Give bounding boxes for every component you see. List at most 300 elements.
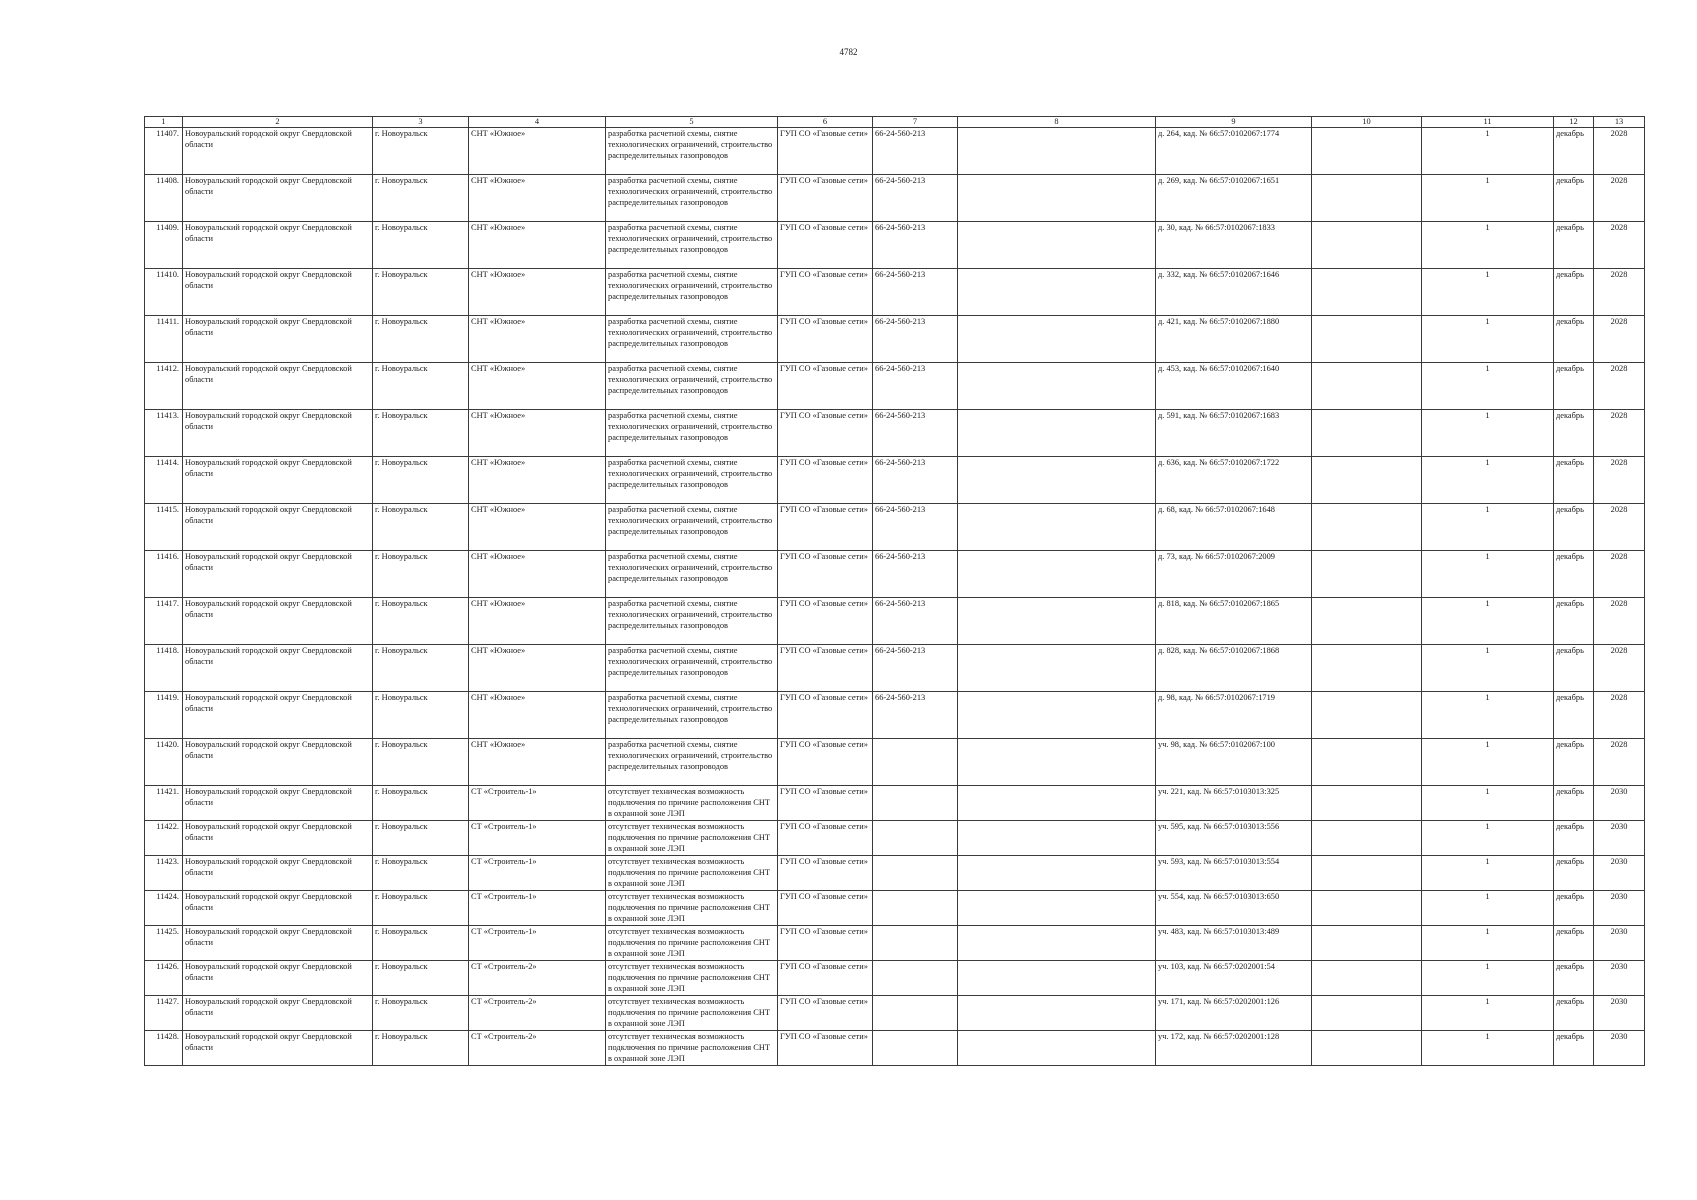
- row-number-cell: 11425.: [145, 926, 183, 961]
- municipality-cell: Новоуральский городской округ Свердловской области: [183, 1031, 373, 1066]
- table-row: [145, 269, 1645, 316]
- object-cell: СНТ «Южное»: [469, 316, 606, 363]
- table-row: [145, 821, 1645, 856]
- address-cell: уч. 595, кад. № 66:57:0103013:556: [1156, 821, 1312, 856]
- month-cell: декабрь: [1554, 961, 1594, 996]
- column-header: 11: [1422, 117, 1554, 128]
- code-cell: 66-24-560-213: [873, 175, 958, 222]
- empty-cell: [1312, 891, 1422, 926]
- address-cell: д. 818, кад. № 66:57:0102067:1865: [1156, 598, 1312, 645]
- measures-cell: отсутствует техническая возможность подключения по причине расположения СНТ в охранной зоне ЛЭП: [606, 926, 778, 961]
- month-cell: декабрь: [1554, 786, 1594, 821]
- empty-cell: [958, 961, 1156, 996]
- code-cell: [873, 996, 958, 1031]
- row-number-cell: 11410.: [145, 269, 183, 316]
- measures-cell: отсутствует техническая возможность подключения по причине расположения СНТ в охранной зоне ЛЭП: [606, 786, 778, 821]
- code-cell: 66-24-560-213: [873, 410, 958, 457]
- table-row: [145, 410, 1645, 457]
- empty-cell: [958, 269, 1156, 316]
- municipality-cell: Новоуральский городской округ Свердловской области: [183, 598, 373, 645]
- organization-cell: ГУП СО «Газовые сети»: [778, 786, 873, 821]
- code-cell: 66-24-560-213: [873, 269, 958, 316]
- organization-cell: ГУП СО «Газовые сети»: [778, 316, 873, 363]
- municipality-cell: Новоуральский городской округ Свердловской области: [183, 363, 373, 410]
- month-cell: декабрь: [1554, 926, 1594, 961]
- month-cell: декабрь: [1554, 856, 1594, 891]
- municipality-cell: Новоуральский городской округ Свердловской области: [183, 996, 373, 1031]
- column-header: 6: [778, 117, 873, 128]
- table-row: [145, 598, 1645, 645]
- month-cell: декабрь: [1554, 457, 1594, 504]
- row-number-cell: 11420.: [145, 739, 183, 786]
- table-row: [145, 222, 1645, 269]
- column-header: 10: [1312, 117, 1422, 128]
- year-cell: 2028: [1594, 269, 1645, 316]
- empty-cell: [958, 821, 1156, 856]
- table-row: [145, 891, 1645, 926]
- municipality-cell: Новоуральский городской округ Свердловской области: [183, 926, 373, 961]
- municipality-cell: Новоуральский городской округ Свердловской области: [183, 739, 373, 786]
- empty-cell: [1312, 410, 1422, 457]
- locality-cell: г. Новоуральск: [373, 1031, 469, 1066]
- row-number-cell: 11409.: [145, 222, 183, 269]
- year-cell: 2030: [1594, 926, 1645, 961]
- quantity-cell: 1: [1422, 926, 1554, 961]
- year-cell: 2028: [1594, 175, 1645, 222]
- year-cell: 2030: [1594, 821, 1645, 856]
- organization-cell: ГУП СО «Газовые сети»: [778, 645, 873, 692]
- empty-cell: [1312, 598, 1422, 645]
- address-cell: д. 421, кад. № 66:57:0102067:1880: [1156, 316, 1312, 363]
- address-cell: уч. 98, кад. № 66:57:0102067:100: [1156, 739, 1312, 786]
- organization-cell: ГУП СО «Газовые сети»: [778, 739, 873, 786]
- table-row: [145, 645, 1645, 692]
- municipality-cell: Новоуральский городской округ Свердловской области: [183, 504, 373, 551]
- quantity-cell: 1: [1422, 996, 1554, 1031]
- month-cell: декабрь: [1554, 128, 1594, 175]
- quantity-cell: 1: [1422, 856, 1554, 891]
- year-cell: 2028: [1594, 645, 1645, 692]
- table-body: [145, 128, 1645, 1066]
- empty-cell: [958, 926, 1156, 961]
- month-cell: декабрь: [1554, 739, 1594, 786]
- empty-cell: [1312, 504, 1422, 551]
- object-cell: СНТ «Южное»: [469, 410, 606, 457]
- address-cell: д. 98, кад. № 66:57:0102067:1719: [1156, 692, 1312, 739]
- column-header: 1: [145, 117, 183, 128]
- table-row: [145, 128, 1645, 175]
- month-cell: декабрь: [1554, 598, 1594, 645]
- month-cell: декабрь: [1554, 692, 1594, 739]
- quantity-cell: 1: [1422, 222, 1554, 269]
- measures-cell: отсутствует техническая возможность подключения по причине расположения СНТ в охранной зоне ЛЭП: [606, 821, 778, 856]
- address-cell: д. 269, кад. № 66:57:0102067:1651: [1156, 175, 1312, 222]
- quantity-cell: 1: [1422, 692, 1554, 739]
- empty-cell: [958, 739, 1156, 786]
- locality-cell: г. Новоуральск: [373, 175, 469, 222]
- month-cell: декабрь: [1554, 410, 1594, 457]
- month-cell: декабрь: [1554, 363, 1594, 410]
- measures-cell: отсутствует техническая возможность подключения по причине расположения СНТ в охранной зоне ЛЭП: [606, 856, 778, 891]
- column-number-row: [145, 117, 1645, 128]
- municipality-cell: Новоуральский городской округ Свердловской области: [183, 645, 373, 692]
- row-number-cell: 11423.: [145, 856, 183, 891]
- empty-cell: [958, 786, 1156, 821]
- organization-cell: ГУП СО «Газовые сети»: [778, 891, 873, 926]
- organization-cell: ГУП СО «Газовые сети»: [778, 504, 873, 551]
- row-number-cell: 11422.: [145, 821, 183, 856]
- code-cell: [873, 891, 958, 926]
- object-cell: СНТ «Южное»: [469, 457, 606, 504]
- locality-cell: г. Новоуральск: [373, 316, 469, 363]
- object-cell: СНТ «Южное»: [469, 598, 606, 645]
- year-cell: 2030: [1594, 1031, 1645, 1066]
- code-cell: 66-24-560-213: [873, 363, 958, 410]
- locality-cell: г. Новоуральск: [373, 821, 469, 856]
- object-cell: СНТ «Южное»: [469, 269, 606, 316]
- table-row: [145, 692, 1645, 739]
- measures-cell: разработка расчетной схемы, снятие технологических ограничений, строительство распределительных газопроводов: [606, 598, 778, 645]
- year-cell: 2028: [1594, 363, 1645, 410]
- column-header: 12: [1554, 117, 1594, 128]
- object-cell: СНТ «Южное»: [469, 739, 606, 786]
- organization-cell: ГУП СО «Газовые сети»: [778, 821, 873, 856]
- empty-cell: [1312, 961, 1422, 996]
- object-cell: СНТ «Южное»: [469, 363, 606, 410]
- measures-cell: разработка расчетной схемы, снятие технологических ограничений, строительство распределительных газопроводов: [606, 410, 778, 457]
- code-cell: [873, 926, 958, 961]
- locality-cell: г. Новоуральск: [373, 645, 469, 692]
- year-cell: 2030: [1594, 961, 1645, 996]
- year-cell: 2028: [1594, 316, 1645, 363]
- measures-cell: разработка расчетной схемы, снятие технологических ограничений, строительство распределительных газопроводов: [606, 457, 778, 504]
- month-cell: декабрь: [1554, 222, 1594, 269]
- organization-cell: ГУП СО «Газовые сети»: [778, 961, 873, 996]
- measures-cell: отсутствует техническая возможность подключения по причине расположения СНТ в охранной зоне ЛЭП: [606, 996, 778, 1031]
- address-cell: д. 591, кад. № 66:57:0102067:1683: [1156, 410, 1312, 457]
- object-cell: СТ «Строитель-1»: [469, 856, 606, 891]
- measures-cell: разработка расчетной схемы, снятие технологических ограничений, строительство распределительных газопроводов: [606, 551, 778, 598]
- row-number-cell: 11417.: [145, 598, 183, 645]
- empty-cell: [1312, 856, 1422, 891]
- empty-cell: [1312, 786, 1422, 821]
- row-number-cell: 11427.: [145, 996, 183, 1031]
- address-cell: д. 828, кад. № 66:57:0102067:1868: [1156, 645, 1312, 692]
- municipality-cell: Новоуральский городской округ Свердловской области: [183, 856, 373, 891]
- table-row: [145, 926, 1645, 961]
- locality-cell: г. Новоуральск: [373, 457, 469, 504]
- empty-cell: [958, 128, 1156, 175]
- column-header: 13: [1594, 117, 1645, 128]
- object-cell: СТ «Строитель-2»: [469, 961, 606, 996]
- empty-cell: [1312, 222, 1422, 269]
- object-cell: СНТ «Южное»: [469, 222, 606, 269]
- code-cell: 66-24-560-213: [873, 128, 958, 175]
- measures-cell: отсутствует техническая возможность подключения по причине расположения СНТ в охранной зоне ЛЭП: [606, 1031, 778, 1066]
- locality-cell: г. Новоуральск: [373, 961, 469, 996]
- municipality-cell: Новоуральский городской округ Свердловской области: [183, 891, 373, 926]
- address-cell: уч. 554, кад. № 66:57:0103013:650: [1156, 891, 1312, 926]
- object-cell: СНТ «Южное»: [469, 504, 606, 551]
- measures-cell: разработка расчетной схемы, снятие технологических ограничений, строительство распределительных газопроводов: [606, 645, 778, 692]
- measures-cell: разработка расчетной схемы, снятие технологических ограничений, строительство распределительных газопроводов: [606, 504, 778, 551]
- organization-cell: ГУП СО «Газовые сети»: [778, 410, 873, 457]
- organization-cell: ГУП СО «Газовые сети»: [778, 996, 873, 1031]
- year-cell: 2030: [1594, 786, 1645, 821]
- measures-cell: отсутствует техническая возможность подключения по причине расположения СНТ в охранной зоне ЛЭП: [606, 891, 778, 926]
- measures-cell: разработка расчетной схемы, снятие технологических ограничений, строительство распределительных газопроводов: [606, 363, 778, 410]
- empty-cell: [1312, 457, 1422, 504]
- empty-cell: [958, 363, 1156, 410]
- address-cell: д. 636, кад. № 66:57:0102067:1722: [1156, 457, 1312, 504]
- code-cell: [873, 821, 958, 856]
- month-cell: декабрь: [1554, 175, 1594, 222]
- quantity-cell: 1: [1422, 457, 1554, 504]
- month-cell: декабрь: [1554, 645, 1594, 692]
- column-header: 7: [873, 117, 958, 128]
- locality-cell: г. Новоуральск: [373, 410, 469, 457]
- municipality-cell: Новоуральский городской округ Свердловской области: [183, 128, 373, 175]
- quantity-cell: 1: [1422, 645, 1554, 692]
- address-cell: д. 73, кад. № 66:57:0102067:2009: [1156, 551, 1312, 598]
- address-cell: уч. 171, кад. № 66:57:0202001:126: [1156, 996, 1312, 1031]
- address-cell: д. 30, кад. № 66:57:0102067:1833: [1156, 222, 1312, 269]
- row-number-cell: 11408.: [145, 175, 183, 222]
- code-cell: [873, 856, 958, 891]
- quantity-cell: 1: [1422, 410, 1554, 457]
- table-row: [145, 175, 1645, 222]
- row-number-cell: 11428.: [145, 1031, 183, 1066]
- address-cell: д. 264, кад. № 66:57:0102067:1774: [1156, 128, 1312, 175]
- column-header: 4: [469, 117, 606, 128]
- object-cell: СТ «Строитель-1»: [469, 926, 606, 961]
- code-cell: 66-24-560-213: [873, 598, 958, 645]
- address-cell: д. 332, кад. № 66:57:0102067:1646: [1156, 269, 1312, 316]
- month-cell: декабрь: [1554, 551, 1594, 598]
- year-cell: 2028: [1594, 504, 1645, 551]
- empty-cell: [958, 891, 1156, 926]
- table-row: [145, 1031, 1645, 1066]
- empty-cell: [1312, 739, 1422, 786]
- quantity-cell: 1: [1422, 961, 1554, 996]
- table-row: [145, 961, 1645, 996]
- organization-cell: ГУП СО «Газовые сети»: [778, 692, 873, 739]
- code-cell: 66-24-560-213: [873, 645, 958, 692]
- table-row: [145, 856, 1645, 891]
- code-cell: 66-24-560-213: [873, 457, 958, 504]
- locality-cell: г. Новоуральск: [373, 551, 469, 598]
- row-number-cell: 11415.: [145, 504, 183, 551]
- locality-cell: г. Новоуральск: [373, 128, 469, 175]
- row-number-cell: 11426.: [145, 961, 183, 996]
- code-cell: 66-24-560-213: [873, 504, 958, 551]
- empty-cell: [1312, 821, 1422, 856]
- quantity-cell: 1: [1422, 551, 1554, 598]
- table-row: [145, 786, 1645, 821]
- quantity-cell: 1: [1422, 891, 1554, 926]
- locality-cell: г. Новоуральск: [373, 269, 469, 316]
- year-cell: 2028: [1594, 551, 1645, 598]
- gasification-table: [144, 116, 1645, 1066]
- year-cell: 2028: [1594, 598, 1645, 645]
- object-cell: СНТ «Южное»: [469, 692, 606, 739]
- measures-cell: разработка расчетной схемы, снятие технологических ограничений, строительство распределительных газопроводов: [606, 692, 778, 739]
- code-cell: [873, 739, 958, 786]
- measures-cell: разработка расчетной схемы, снятие технологических ограничений, строительство распределительных газопроводов: [606, 128, 778, 175]
- locality-cell: г. Новоуральск: [373, 926, 469, 961]
- table-row: [145, 316, 1645, 363]
- row-number-cell: 11414.: [145, 457, 183, 504]
- object-cell: СТ «Строитель-2»: [469, 996, 606, 1031]
- empty-cell: [958, 996, 1156, 1031]
- column-header: 5: [606, 117, 778, 128]
- code-cell: 66-24-560-213: [873, 551, 958, 598]
- month-cell: декабрь: [1554, 504, 1594, 551]
- empty-cell: [1312, 1031, 1422, 1066]
- code-cell: [873, 1031, 958, 1066]
- year-cell: 2028: [1594, 692, 1645, 739]
- month-cell: декабрь: [1554, 821, 1594, 856]
- address-cell: уч. 103, кад. № 66:57:0202001:54: [1156, 961, 1312, 996]
- municipality-cell: Новоуральский городской округ Свердловской области: [183, 786, 373, 821]
- year-cell: 2028: [1594, 410, 1645, 457]
- code-cell: [873, 961, 958, 996]
- empty-cell: [1312, 316, 1422, 363]
- object-cell: СТ «Строитель-1»: [469, 891, 606, 926]
- quantity-cell: 1: [1422, 1031, 1554, 1066]
- locality-cell: г. Новоуральск: [373, 891, 469, 926]
- month-cell: декабрь: [1554, 316, 1594, 363]
- locality-cell: г. Новоуральск: [373, 856, 469, 891]
- empty-cell: [958, 692, 1156, 739]
- empty-cell: [958, 175, 1156, 222]
- row-number-cell: 11421.: [145, 786, 183, 821]
- organization-cell: ГУП СО «Газовые сети»: [778, 175, 873, 222]
- address-cell: д. 68, кад. № 66:57:0102067:1648: [1156, 504, 1312, 551]
- object-cell: СТ «Строитель-1»: [469, 821, 606, 856]
- column-header: 2: [183, 117, 373, 128]
- locality-cell: г. Новоуральск: [373, 504, 469, 551]
- empty-cell: [958, 222, 1156, 269]
- year-cell: 2030: [1594, 856, 1645, 891]
- year-cell: 2028: [1594, 457, 1645, 504]
- measures-cell: разработка расчетной схемы, снятие технологических ограничений, строительство распределительных газопроводов: [606, 222, 778, 269]
- table-row: [145, 457, 1645, 504]
- object-cell: СНТ «Южное»: [469, 175, 606, 222]
- locality-cell: г. Новоуральск: [373, 222, 469, 269]
- code-cell: 66-24-560-213: [873, 316, 958, 363]
- municipality-cell: Новоуральский городской округ Свердловской области: [183, 316, 373, 363]
- municipality-cell: Новоуральский городской округ Свердловской области: [183, 457, 373, 504]
- empty-cell: [1312, 175, 1422, 222]
- locality-cell: г. Новоуральск: [373, 598, 469, 645]
- organization-cell: ГУП СО «Газовые сети»: [778, 363, 873, 410]
- quantity-cell: 1: [1422, 128, 1554, 175]
- organization-cell: ГУП СО «Газовые сети»: [778, 128, 873, 175]
- month-cell: декабрь: [1554, 1031, 1594, 1066]
- address-cell: уч. 593, кад. № 66:57:0103013:554: [1156, 856, 1312, 891]
- municipality-cell: Новоуральский городской округ Свердловской области: [183, 269, 373, 316]
- empty-cell: [1312, 645, 1422, 692]
- locality-cell: г. Новоуральск: [373, 363, 469, 410]
- address-cell: уч. 221, кад. № 66:57:0103013:325: [1156, 786, 1312, 821]
- measures-cell: разработка расчетной схемы, снятие технологических ограничений, строительство распределительных газопроводов: [606, 269, 778, 316]
- quantity-cell: 1: [1422, 821, 1554, 856]
- row-number-cell: 11418.: [145, 645, 183, 692]
- table-row: [145, 363, 1645, 410]
- locality-cell: г. Новоуральск: [373, 996, 469, 1031]
- organization-cell: ГУП СО «Газовые сети»: [778, 856, 873, 891]
- measures-cell: разработка расчетной схемы, снятие технологических ограничений, строительство распределительных газопроводов: [606, 175, 778, 222]
- municipality-cell: Новоуральский городской округ Свердловской области: [183, 222, 373, 269]
- empty-cell: [1312, 269, 1422, 316]
- object-cell: СТ «Строитель-1»: [469, 786, 606, 821]
- year-cell: 2028: [1594, 222, 1645, 269]
- page-number: 4782: [839, 47, 858, 57]
- row-number-cell: 11412.: [145, 363, 183, 410]
- object-cell: СНТ «Южное»: [469, 128, 606, 175]
- quantity-cell: 1: [1422, 786, 1554, 821]
- organization-cell: ГУП СО «Газовые сети»: [778, 1031, 873, 1066]
- locality-cell: г. Новоуральск: [373, 786, 469, 821]
- empty-cell: [958, 410, 1156, 457]
- empty-cell: [958, 645, 1156, 692]
- empty-cell: [1312, 692, 1422, 739]
- empty-cell: [1312, 996, 1422, 1031]
- measures-cell: разработка расчетной схемы, снятие технологических ограничений, строительство распределительных газопроводов: [606, 316, 778, 363]
- year-cell: 2030: [1594, 891, 1645, 926]
- empty-cell: [958, 316, 1156, 363]
- table-row: [145, 996, 1645, 1031]
- empty-cell: [1312, 926, 1422, 961]
- table-row: [145, 551, 1645, 598]
- locality-cell: г. Новоуральск: [373, 739, 469, 786]
- year-cell: 2030: [1594, 996, 1645, 1031]
- organization-cell: ГУП СО «Газовые сети»: [778, 457, 873, 504]
- address-cell: д. 453, кад. № 66:57:0102067:1640: [1156, 363, 1312, 410]
- organization-cell: ГУП СО «Газовые сети»: [778, 926, 873, 961]
- quantity-cell: 1: [1422, 598, 1554, 645]
- row-number-cell: 11413.: [145, 410, 183, 457]
- empty-cell: [1312, 128, 1422, 175]
- empty-cell: [958, 504, 1156, 551]
- column-header: 8: [958, 117, 1156, 128]
- table-row: [145, 504, 1645, 551]
- quantity-cell: 1: [1422, 269, 1554, 316]
- row-number-cell: 11407.: [145, 128, 183, 175]
- organization-cell: ГУП СО «Газовые сети»: [778, 222, 873, 269]
- empty-cell: [1312, 551, 1422, 598]
- measures-cell: разработка расчетной схемы, снятие технологических ограничений, строительство распределительных газопроводов: [606, 739, 778, 786]
- object-cell: СНТ «Южное»: [469, 551, 606, 598]
- municipality-cell: Новоуральский городской округ Свердловской области: [183, 175, 373, 222]
- empty-cell: [958, 1031, 1156, 1066]
- municipality-cell: Новоуральский городской округ Свердловской области: [183, 821, 373, 856]
- row-number-cell: 11411.: [145, 316, 183, 363]
- month-cell: декабрь: [1554, 891, 1594, 926]
- code-cell: 66-24-560-213: [873, 692, 958, 739]
- code-cell: 66-24-560-213: [873, 222, 958, 269]
- empty-cell: [958, 551, 1156, 598]
- quantity-cell: 1: [1422, 739, 1554, 786]
- column-header: 3: [373, 117, 469, 128]
- row-number-cell: 11419.: [145, 692, 183, 739]
- month-cell: декабрь: [1554, 269, 1594, 316]
- measures-cell: отсутствует техническая возможность подключения по причине расположения СНТ в охранной зоне ЛЭП: [606, 961, 778, 996]
- municipality-cell: Новоуральский городской округ Свердловской области: [183, 692, 373, 739]
- quantity-cell: 1: [1422, 175, 1554, 222]
- municipality-cell: Новоуральский городской округ Свердловской области: [183, 410, 373, 457]
